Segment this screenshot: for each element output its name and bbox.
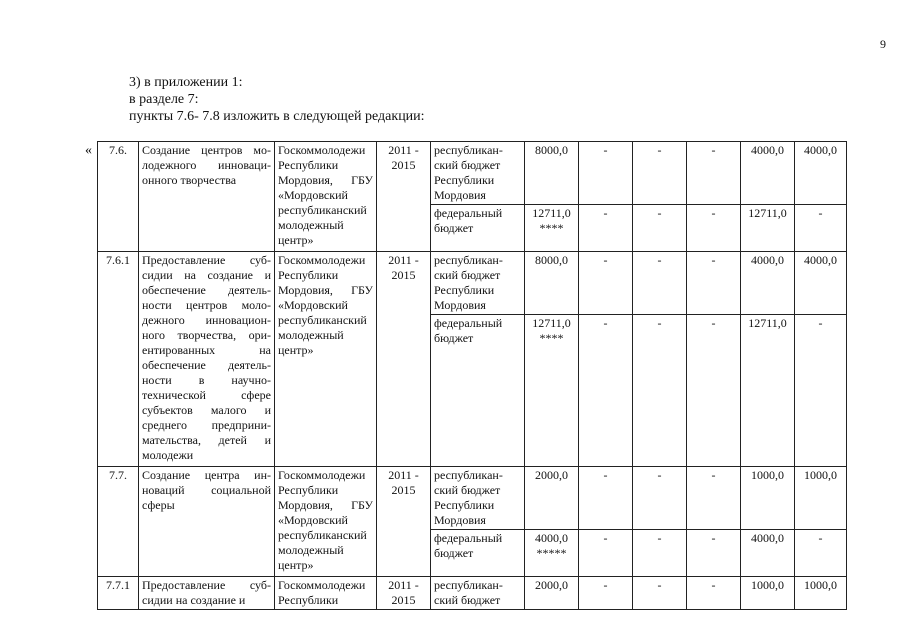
implementation-period: 2011 - 2015	[377, 467, 431, 577]
year-amount: -	[687, 205, 741, 252]
responsible-executor: Госкоммолодежи Республики Мордовия, ГБУ «Мордовский республиканский молодежный центр»	[275, 467, 377, 577]
year-amount: -	[687, 467, 741, 530]
year-amount: -	[579, 252, 633, 315]
item-number: 7.7.	[98, 467, 139, 577]
year-amount: -	[579, 205, 633, 252]
year-amount: 4000,0	[741, 530, 795, 577]
year-amount: 1000,0	[741, 467, 795, 530]
year-amount: 1000,0	[741, 577, 795, 610]
year-amount: -	[633, 467, 687, 530]
implementation-period: 2011 - 2015	[377, 577, 431, 610]
program-table-body	[98, 142, 847, 610]
funding-total	[525, 142, 579, 205]
funding-source: федеральный бюджет	[431, 205, 525, 252]
opening-quote-mark: «	[85, 143, 92, 158]
funding-footnote-mark: ****	[539, 331, 564, 345]
funding-source: республиканский бюджет Республики Мордовия	[431, 142, 525, 205]
item-number: 7.6.1	[98, 252, 139, 467]
year-amount: 1000,0	[795, 467, 847, 530]
implementation-period: 2011 - 2015	[377, 252, 431, 467]
year-amount: -	[579, 315, 633, 467]
year-amount: -	[579, 577, 633, 610]
funding-total-value: 8000,0	[535, 253, 568, 267]
responsible-executor: Госкоммолодежи Республики Мордовия, ГБУ «Мордовский республиканский молодежный центр»	[275, 142, 377, 252]
implementation-period: 2011 - 2015	[377, 142, 431, 252]
intro-line-1: 3) в приложении 1:	[129, 75, 243, 90]
year-amount: 12711,0	[741, 315, 795, 467]
funding-total-value: 2000,0	[535, 468, 568, 482]
funding-source: республиканский бюджет Республики Мордовия	[431, 467, 525, 530]
funding-total	[525, 577, 579, 610]
item-number: 7.6.	[98, 142, 139, 252]
page-number: 9	[880, 37, 886, 51]
year-amount: -	[687, 315, 741, 467]
table-row	[98, 577, 847, 610]
year-amount: -	[795, 205, 847, 252]
year-amount: 12711,0	[741, 205, 795, 252]
program-table	[97, 141, 847, 610]
item-number: 7.7.1	[98, 577, 139, 610]
year-amount: -	[633, 205, 687, 252]
year-amount: 4000,0	[741, 142, 795, 205]
item-name: Предоставление субсидии на создание и обеспечение деятельности центров молодежного инновационного творчества, ориентированных на обеспечение деятельности в научно-технической сфере субъектов малого и среднего предпринимательства, детей и молодежи	[139, 252, 275, 467]
funding-footnote-mark: ****	[539, 221, 564, 235]
year-amount: -	[633, 577, 687, 610]
funding-total	[525, 315, 579, 467]
year-amount: -	[633, 315, 687, 467]
intro-line-2: в разделе 7:	[129, 92, 199, 107]
year-amount: -	[795, 315, 847, 467]
item-name: Создание центра инноваций социальной сферы	[139, 467, 275, 577]
year-amount: -	[687, 252, 741, 315]
funding-footnote-mark: *****	[536, 546, 567, 560]
year-amount: -	[579, 142, 633, 205]
item-name: Предоставление субсидии на создание и	[139, 577, 275, 610]
year-amount: 4000,0	[795, 142, 847, 205]
funding-total-value: 12711,0	[532, 206, 571, 220]
funding-source: республиканский бюджет	[431, 577, 525, 610]
year-amount: 4000,0	[741, 252, 795, 315]
table-row	[98, 467, 847, 530]
funding-total	[525, 205, 579, 252]
table-row	[98, 142, 847, 205]
year-amount: -	[633, 252, 687, 315]
year-amount: -	[687, 530, 741, 577]
year-amount: 1000,0	[795, 577, 847, 610]
year-amount: -	[579, 530, 633, 577]
funding-total	[525, 530, 579, 577]
funding-source: федеральный бюджет	[431, 315, 525, 467]
funding-total-value: 8000,0	[535, 143, 568, 157]
funding-source: республиканский бюджет Республики Мордовия	[431, 252, 525, 315]
year-amount: -	[687, 142, 741, 205]
intro-line-3: пункты 7.6- 7.8 изложить в следующей редакции:	[129, 109, 425, 124]
year-amount: -	[633, 142, 687, 205]
funding-total	[525, 467, 579, 530]
funding-total-value: 12711,0	[532, 316, 571, 330]
year-amount: -	[579, 467, 633, 530]
table-row	[98, 252, 847, 315]
responsible-executor: Госкоммолодежи Республики Мордовия, ГБУ «Мордовский республиканский молодежный центр»	[275, 252, 377, 467]
year-amount: -	[687, 577, 741, 610]
item-name: Создание центров молодежного инновационного творчества	[139, 142, 275, 252]
year-amount: -	[795, 530, 847, 577]
funding-source: федеральный бюджет	[431, 530, 525, 577]
year-amount: -	[633, 530, 687, 577]
year-amount: 4000,0	[795, 252, 847, 315]
funding-total-value: 2000,0	[535, 578, 568, 592]
funding-total	[525, 252, 579, 315]
responsible-executor: Госкоммолодежи Республики	[275, 577, 377, 610]
funding-total-value: 4000,0	[535, 531, 568, 545]
